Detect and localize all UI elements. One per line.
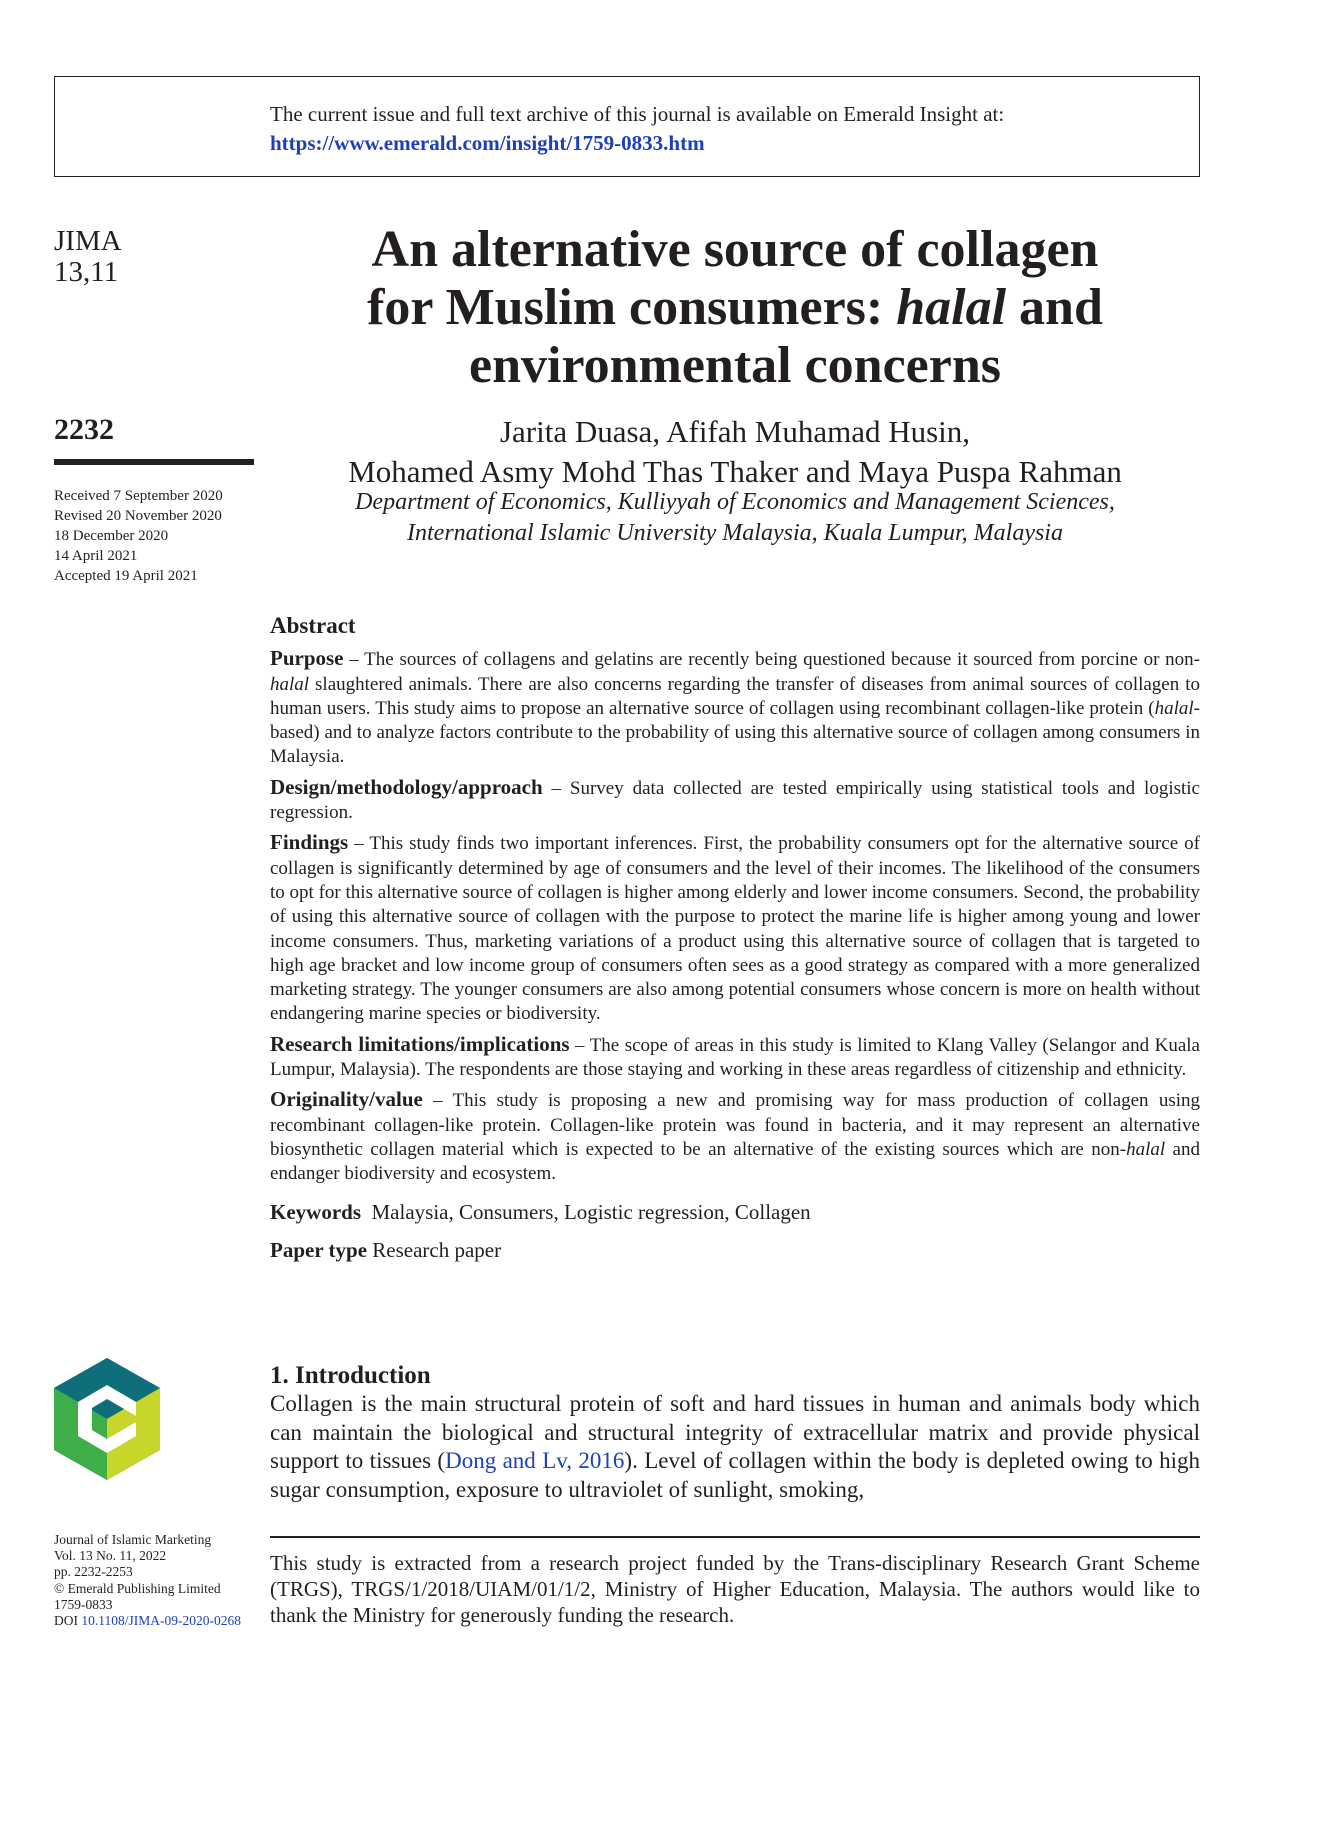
purpose-italic: halal <box>1154 697 1194 719</box>
purpose-text: -based) and to analyze factors contribute to the probability of using this alternative source of collagen among consumers in Malaysia. <box>270 697 1200 768</box>
journal-copyright: © Emerald Publishing Limited <box>54 1580 221 1596</box>
journal-issn: 1759-0833 <box>54 1596 113 1612</box>
journal-abbr-text: JIMA <box>54 225 122 257</box>
findings-label: Findings <box>270 830 349 855</box>
abstract-limitations <box>270 1032 1200 1083</box>
purpose-text: slaughtered animals. There are also concerns regarding the transfer of diseases from animal sources of collagen to human users. This study aims to propose an alternative source of collagen using recombinant collagen-like protein ( <box>270 673 1200 719</box>
abstract-heading: Abstract <box>270 613 356 638</box>
journal-info <box>54 1532 241 1629</box>
citation-link[interactable]: Dong and Lv, 2016 <box>445 1448 625 1474</box>
doi-label: DOI <box>54 1613 78 1629</box>
affiliation-line-2: International Islamic University Malaysia, Kuala Lumpur, Malaysia <box>407 520 1063 546</box>
date-revised-3: 14 April 2021 <box>54 548 138 564</box>
date-revised-1: Revised 20 November 2020 <box>54 508 222 524</box>
header-notice-text: The current issue and full text archive of this journal is available on Emerald Insight at: <box>270 102 1005 126</box>
title-line-1: An alternative source of collagen <box>371 221 1099 278</box>
authors-line-2: Mohamed Asmy Mohd Thas Thaker and Maya Puspa Rahman <box>348 454 1122 489</box>
originality-italic: halal <box>1126 1138 1166 1160</box>
keywords-label: Keywords <box>270 1199 361 1224</box>
abstract-design <box>270 775 1200 826</box>
doi-link[interactable]: 10.1108/JIMA-09-2020-0268 <box>81 1613 241 1629</box>
journal-abbreviation <box>54 226 122 288</box>
design-text: – Survey data collected are tested empirically using statistical tools and logistic regression. <box>270 777 1200 824</box>
paper-type-label: Paper type <box>270 1237 368 1262</box>
journal-pages: pp. 2232-2253 <box>54 1564 133 1580</box>
volume-issue: 13,11 <box>54 256 119 288</box>
design-label: Design/methodology/approach <box>270 774 543 799</box>
abstract-purpose <box>270 646 1200 769</box>
journal-name: Journal of Islamic Marketing <box>54 1532 212 1547</box>
title-italic: halal <box>896 279 1007 336</box>
journal-volume: Vol. 13 No. 11, 2022 <box>54 1548 167 1564</box>
limitations-text: – The scope of areas in this study is limited to Klang Valley (Selangor and Kuala Lumpur, Malaysia). The respondents are those staying and working in these areas regardless of citizenship and ethnicity. <box>270 1034 1200 1081</box>
abstract-findings <box>270 830 1200 1026</box>
page-number: 2232 <box>54 413 114 446</box>
introduction-text <box>270 1390 1200 1505</box>
intro-text-part: ). Level of collagen within the body is depleted owing to high sugar consumption, exposure to ultraviolet of sunlight, smoking, <box>270 1448 1201 1503</box>
purpose-label: Purpose <box>270 646 344 671</box>
journal-doi <box>54 1613 241 1629</box>
affiliation <box>270 487 1200 549</box>
paper-type <box>270 1237 1200 1263</box>
abstract-originality <box>270 1087 1200 1186</box>
article-title <box>270 221 1200 395</box>
journal-url-link[interactable]: https://www.emerald.com/insight/1759-0833.htm <box>270 131 705 155</box>
purpose-italic: halal <box>270 673 310 695</box>
keywords <box>270 1199 1200 1225</box>
affiliation-line-1: Department of Economics, Kulliyyah of Economics and Management Sciences, <box>355 489 1115 515</box>
limitations-label: Research limitations/implications <box>270 1031 570 1056</box>
date-received: Received 7 September 2020 <box>54 488 223 504</box>
publication-dates <box>54 486 223 586</box>
introduction-heading: 1. Introduction <box>270 1362 431 1389</box>
keywords-text: Malaysia, Consumers, Logistic regression, Collagen <box>371 1199 811 1224</box>
date-revised-2: 18 December 2020 <box>54 528 169 544</box>
authors-line-1: Jarita Duasa, Afifah Muhamad Husin, <box>499 414 971 449</box>
originality-text: and endanger biodiversity and ecosystem. <box>270 1138 1200 1185</box>
funding-footnote: This study is extracted from a research project funded by the Trans-disciplinary Research Grant Scheme (TRGS), TRGS/1/2018/UIAM/01/1/2, Ministry of Higher Education, Malaysia. The authors would like to thank the Ministry for generously funding the research. <box>270 1551 1200 1627</box>
originality-text: – This study is proposing a new and promising way for mass production of collagen using recombinant collagen-like protein. Collagen-like protein was found in bacteria, and it may represent an alternative biosynthetic collagen material which is expected to be an alternative of the existing sources which are non- <box>270 1090 1200 1160</box>
abstract-section <box>270 614 1200 1263</box>
paper-type-text: Research paper <box>372 1237 502 1262</box>
page-number-rule <box>54 459 254 465</box>
title-text: for Muslim consumers: <box>367 279 897 336</box>
findings-text: – This study finds two important inferences. First, the probability consumers opt for the alternative source of collagen is significantly determined by age of consumers and the level of their incomes. The likelihood of the consumers to opt for this alternative source of collagen is higher among elderly and lower income consumers. Second, the probability of using this alternative source of collagen with the purpose to protect the marine life is higher among young and lower income consumers. Thus, marketing variations of a product using this alternative source of collagen that is targeted to high age bracket and low income group of consumers often sees as a good strategy as compared with a more generalized marketing strategy. The younger consumers are also among potential consumers whose concern is more on health without endangering marine species or biodiversity. <box>270 833 1200 1025</box>
originality-label: Originality/value <box>270 1087 423 1112</box>
title-line-2 <box>270 279 1200 337</box>
authors <box>270 412 1200 492</box>
title-line-3: environmental concerns <box>469 337 1001 394</box>
intro-text-part: Collagen is the main structural protein of soft and hard tissues in human and animals body which can maintain the biological and structural integrity of extracellular matrix and provide physical support to tissues ( <box>270 1391 1200 1474</box>
footnote-rule <box>270 1536 1200 1538</box>
header-notice <box>270 100 1004 158</box>
purpose-text: – The sources of collagens and gelatins are recently being questioned because it sourced from porcine or non- <box>343 649 1200 671</box>
title-text: and <box>1006 279 1103 336</box>
date-accepted: Accepted 19 April 2021 <box>54 568 198 584</box>
emerald-logo-icon <box>54 1358 160 1480</box>
